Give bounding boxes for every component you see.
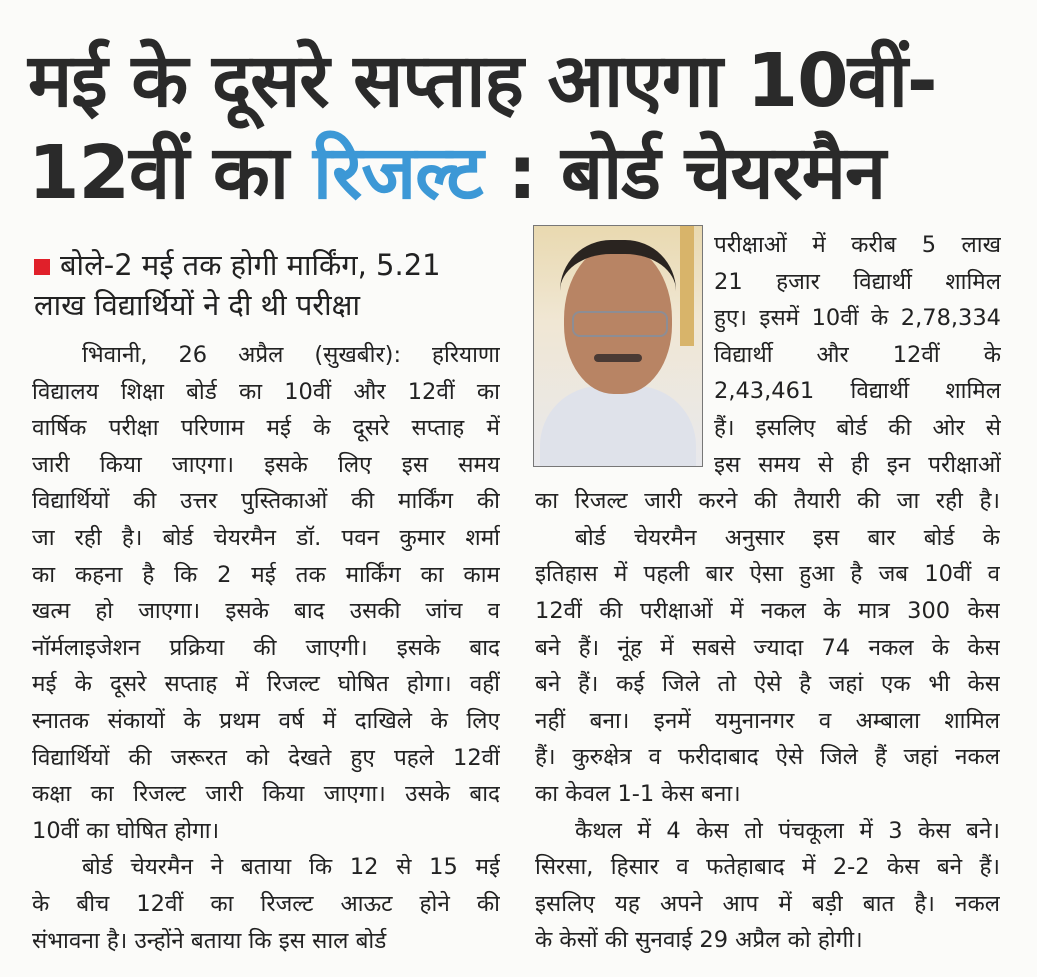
- right-column-line: इतिहास में पहली बार ऐसा हुआ है जब 10वीं व: [535, 561, 1000, 588]
- headline-highlight: रिजल्ट: [312, 130, 483, 216]
- red-square-bullet-icon: [34, 259, 50, 275]
- right-column-line: बने हैं। नूंह में सबसे ज्यादा 74 नकल के केस: [535, 634, 1000, 661]
- subheadline-line-1: [34, 245, 441, 285]
- right-column-line: के केसों की सुनवाई 29 अप्रैल को होगी।: [535, 927, 863, 954]
- subheadline-line-2: लाख विद्यार्थियों ने दी थी परीक्षा: [34, 288, 360, 322]
- left-column-line: विद्यालय शिक्षा बोर्ड का 10वीं और 12वीं का: [32, 378, 500, 405]
- headline-line-2: [28, 128, 885, 218]
- right-column-line: 21 हजार विद्यार्थी शामिल: [714, 268, 1001, 295]
- left-column-line: कक्षा का रिजल्ट जारी किया जाएगा। उसके बाद: [32, 781, 500, 808]
- left-column-line: जा रही है। बोर्ड चेयरमैन डॉ. पवन कुमार शर्मा: [32, 525, 500, 551]
- photo-background: [680, 226, 694, 346]
- left-column-line: भिवानी, 26 अप्रैल (सुखबीर): हरियाणा: [82, 342, 500, 368]
- right-column-line: 2,43,461 विद्यार्थी शामिल: [714, 378, 1001, 405]
- left-column-line: के बीच 12वीं का रिजल्ट आऊट होने की: [32, 891, 500, 917]
- right-column-line: हुए। इसमें 10वीं के 2,78,334: [714, 305, 1001, 332]
- left-column-line: बोर्ड चेयरमैन ने बताया कि 12 से 15 मई: [82, 854, 500, 881]
- left-column-line: खत्म हो जाएगा। इसके बाद उसकी जांच व: [32, 598, 500, 625]
- left-column-line: विद्यार्थियों की जरूरत को देखते हुए पहले 12वीं: [32, 744, 500, 771]
- right-column-line: बने हैं। कई जिले तो ऐसे है जहां एक भी केस: [535, 671, 1000, 698]
- right-column-line: कैथल में 4 केस तो पंचकूला में 3 केस बने।: [575, 817, 1000, 844]
- photo-shirt: [540, 386, 696, 467]
- photo-glasses: [572, 311, 668, 337]
- left-column-line: मई के दूसरे सप्ताह में रिजल्ट घोषित होगा। वहीं: [32, 671, 500, 698]
- left-column-line: का कहना है कि 2 मई तक मार्किंग का काम: [32, 561, 500, 588]
- right-column-line: का केवल 1-1 केस बना।: [535, 781, 741, 807]
- right-column-line: नहीं बना। इनमें यमुनानगर व अम्बाला शामिल: [535, 707, 1000, 734]
- left-column-line: नॉर्मलाइजेशन प्रक्रिया की जाएगी। इसके बाद: [32, 634, 500, 661]
- subheadline-text-1: बोले-2 मई तक होगी मार्किंग, 5.21: [60, 248, 441, 282]
- right-column-line: 12वीं की परीक्षाओं में नकल के मात्र 300 केस: [535, 598, 1000, 624]
- right-column-line: हैं। कुरुक्षेत्र व फरीदाबाद ऐसे जिले हैं जहां नकल: [535, 744, 1000, 771]
- right-column-line: का रिजल्ट जारी करने की तैयारी की जा रही है।: [535, 488, 1000, 515]
- left-column-line: स्नातक संकायों के प्रथम वर्ष में दाखिले के लिए: [32, 708, 500, 734]
- left-column-line: संभावना है। उन्होंने बताया कि इस साल बोर्ड: [32, 927, 387, 954]
- headline-line-2-end: : बोर्ड चेयरमैन: [482, 130, 886, 216]
- photo-hair: [560, 240, 676, 300]
- right-column-line: इस समय से ही इन परीक्षाओं: [714, 451, 1001, 478]
- chairman-photo: [533, 225, 703, 467]
- right-column-line: विद्यार्थी और 12वीं के: [714, 341, 1001, 368]
- right-column-line: इसलिए यह अपने आप में बड़ी बात है। नकल: [535, 890, 1000, 917]
- left-column-line: विद्यार्थियों की उत्तर पुस्तिकाओं की मार्किंग की: [32, 488, 500, 515]
- left-column-line: वार्षिक परीक्षा परिणाम मई के दूसरे सप्ताह में: [32, 415, 500, 442]
- headline-line-2-start: 12वीं का: [28, 130, 313, 216]
- right-column-line: सिरसा, हिसार व फतेहाबाद में 2-2 केस बने हैं।: [535, 854, 1000, 881]
- left-column-line: 10वीं का घोषित होगा।: [32, 817, 220, 844]
- right-column-line: हैं। इसलिए बोर्ड की ओर से: [714, 415, 1001, 441]
- right-column-line: बोर्ड चेयरमैन अनुसार इस बार बोर्ड के: [575, 524, 1000, 551]
- photo-mustache: [594, 354, 642, 362]
- left-column-line: जारी किया जाएगा। इसके लिए इस समय: [32, 451, 500, 478]
- headline-line-1: मई के दूसरे सप्ताह आएगा 10वीं-: [28, 38, 937, 124]
- right-column-line: परीक्षाओं में करीब 5 लाख: [714, 232, 1001, 258]
